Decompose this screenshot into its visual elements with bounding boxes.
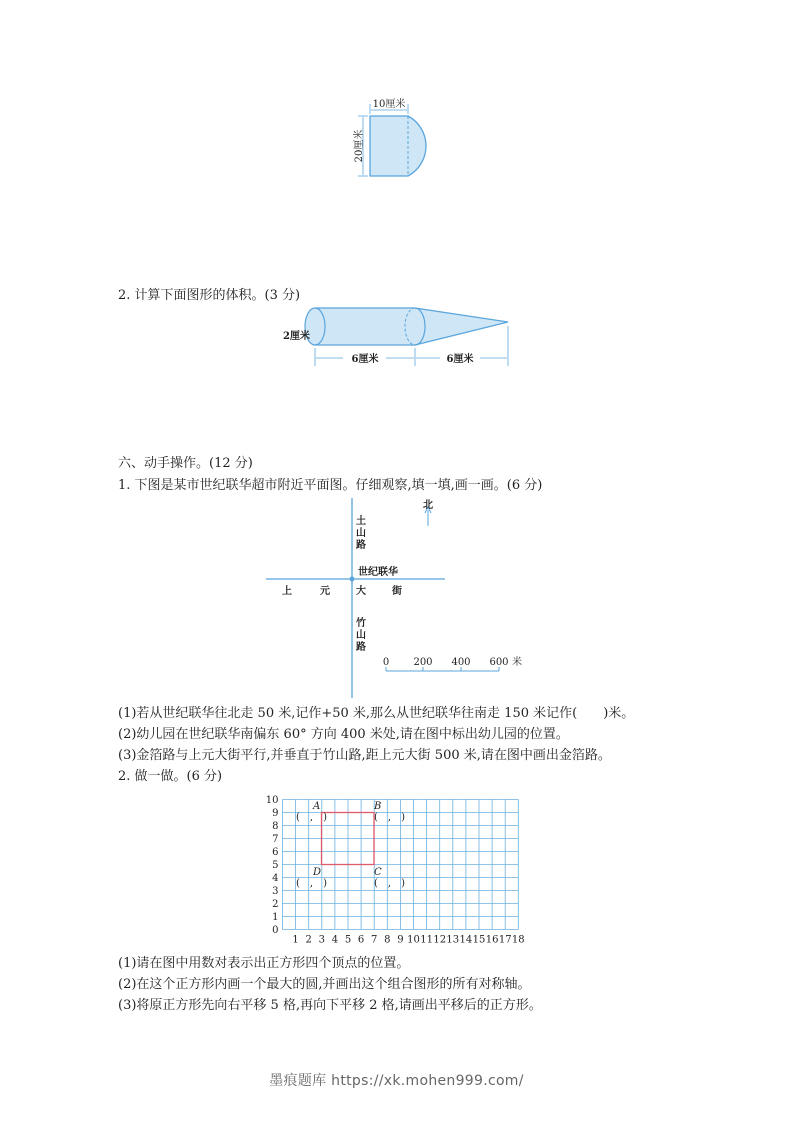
svg-text:竹: 竹 <box>356 618 366 629</box>
y-tick-label: 2 <box>272 899 279 910</box>
coordinate-grid <box>262 792 532 948</box>
svg-text:路: 路 <box>356 540 366 551</box>
street-map <box>260 496 540 700</box>
svg-text:元: 元 <box>320 586 330 597</box>
y-tick-label: 5 <box>272 860 279 871</box>
x-tick-label: 1 <box>292 934 299 946</box>
x-tick-label: 9 <box>397 934 404 946</box>
map-sub2: (2)幼儿园在世纪联华南偏东 60° 方向 400 米处,请在图中标出幼儿园的位置。 <box>118 727 569 742</box>
x-tick-label: 6 <box>357 934 365 946</box>
svg-text:600: 600 <box>489 657 509 668</box>
svg-text:( , ): ( , ) <box>296 878 327 889</box>
svg-text:米: 米 <box>512 657 522 668</box>
grid-question-title: 2. 做一做。(6 分) <box>118 769 223 784</box>
svg-text:D: D <box>313 867 322 878</box>
svg-text:上: 上 <box>282 586 292 597</box>
figure-cylinder-cone <box>280 300 520 375</box>
svg-text:街: 街 <box>392 586 402 597</box>
x-tick-label: 11 <box>420 934 433 946</box>
x-tick-label: 17 <box>498 934 512 946</box>
map-sub1: (1)若从世纪联华往北走 50 米,记作+50 米,那么从世纪联华往南走 150 米记作( )米。 <box>118 706 635 721</box>
y-tick-label: 7 <box>272 834 279 845</box>
x-tick-label: 7 <box>371 934 378 946</box>
svg-text:0: 0 <box>382 657 390 668</box>
x-tick-label: 18 <box>511 934 525 946</box>
scale-bar <box>383 655 522 671</box>
diameter-label: 2厘米 <box>283 331 310 342</box>
svg-text:山: 山 <box>356 528 366 539</box>
svg-text:( , ): ( , ) <box>296 812 327 823</box>
north-label: 北 <box>423 500 433 511</box>
svg-text:( , ): ( , ) <box>374 878 405 889</box>
figure-rect-semicircle <box>340 90 470 190</box>
svg-text:B: B <box>374 801 382 812</box>
y-tick-label: 1 <box>272 912 279 923</box>
road-label-tushan <box>355 514 366 551</box>
svg-text:山: 山 <box>356 630 366 641</box>
x-tick-label: 2 <box>305 934 312 946</box>
q2-title: 2. 计算下面图形的体积。(3 分) <box>118 288 301 303</box>
y-tick-label: 3 <box>272 886 279 897</box>
map-question-title: 1. 下图是某市世纪联华超市附近平面图。仔细观察,填一填,画一画。(6 分) <box>118 478 543 493</box>
point-a-label <box>296 801 327 823</box>
section6-title: 六、动手操作。(12 分) <box>118 456 253 471</box>
x-tick-label: 15 <box>472 934 486 946</box>
svg-text:土: 土 <box>356 516 366 527</box>
x-tick-label: 14 <box>459 934 473 946</box>
y-tick-label: 10 <box>265 795 279 806</box>
y-tick-label: 8 <box>272 821 279 832</box>
y-tick-label: 6 <box>272 847 279 858</box>
y-tick-label: 4 <box>272 873 279 884</box>
x-tick-label: 10 <box>407 934 420 946</box>
svg-text:A: A <box>313 801 321 812</box>
width-label: 10厘米 <box>372 99 406 110</box>
height-label: 20厘米 <box>354 129 365 163</box>
x-tick-label: 4 <box>331 934 339 946</box>
y-tick-label: 0 <box>272 925 279 936</box>
svg-text:200: 200 <box>413 657 433 668</box>
grid-sub2: (2)在这个正方形内画一个最大的圆,并画出这个组合图形的所有对称轴。 <box>118 977 531 992</box>
svg-text:C: C <box>374 867 382 878</box>
x-tick-label: 3 <box>318 934 325 946</box>
y-tick-label: 9 <box>272 808 279 819</box>
cone-length-label: 6厘米 <box>446 354 474 365</box>
svg-text:路: 路 <box>356 642 366 653</box>
grid-sub1: (1)请在图中用数对表示出正方形四个顶点的位置。 <box>118 956 410 971</box>
road-label-zhushan <box>355 616 366 653</box>
x-tick-label: 13 <box>446 934 460 946</box>
x-tick-label: 12 <box>433 934 447 946</box>
store-label: 世纪联华 <box>358 567 398 578</box>
x-tick-label: 16 <box>485 934 499 946</box>
svg-text:( , ): ( , ) <box>374 812 405 823</box>
cylinder-length-label: 6厘米 <box>351 354 379 365</box>
footer-watermark: 墨痕题库 https://xk.mohen999.com/ <box>269 1073 524 1089</box>
svg-text:400: 400 <box>451 657 471 668</box>
grid-sub3: (3)将原正方形先向右平移 5 格,再向下平移 2 格,请画出平移后的正方形。 <box>118 998 542 1013</box>
x-tick-label: 5 <box>344 934 352 946</box>
x-tick-label: 8 <box>384 934 391 946</box>
svg-text:大: 大 <box>356 586 366 597</box>
point-d-label <box>296 867 327 889</box>
road-label-shangyuan <box>282 584 402 597</box>
map-sub3: (3)金箔路与上元大街平行,并垂直于竹山路,距上元大街 500 米,请在图中画出金箔路。 <box>118 748 611 763</box>
